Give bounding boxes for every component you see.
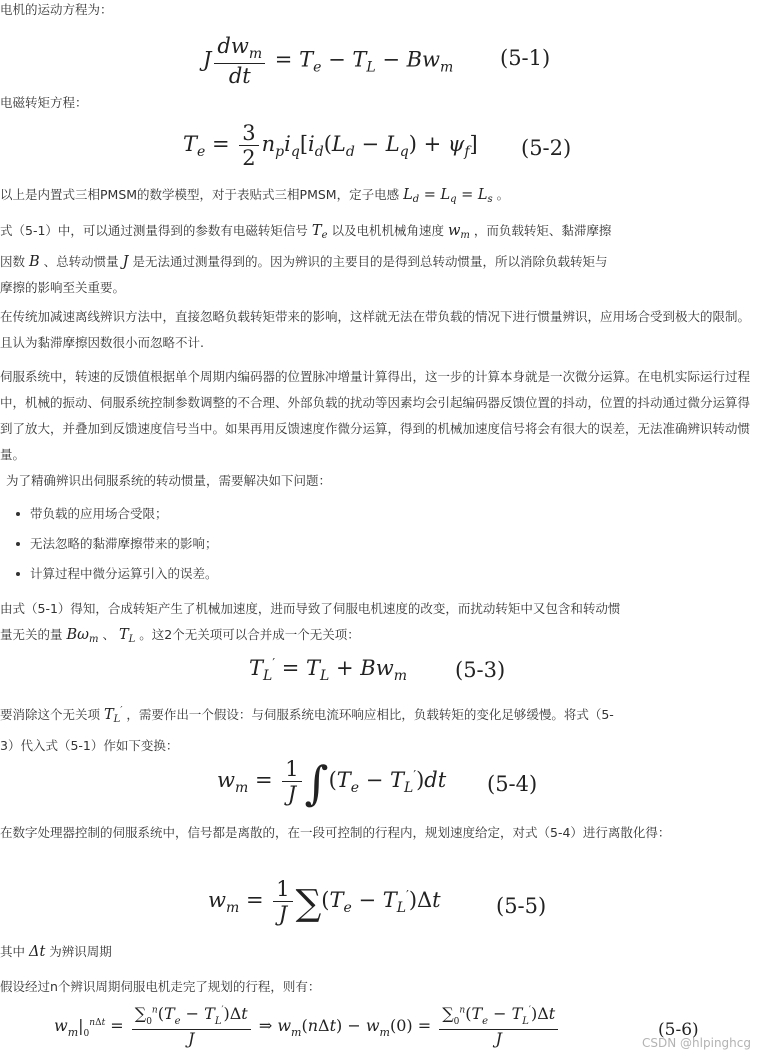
equation-5-5: $w_m$ = $\frac{1}{J}$ $\sum(T_e - T_L')\Delta t$ (5-5): [208, 877, 547, 927]
para-problems-intro: 为了精确辨识出伺服系统的转动惯量，需要解决如下问题：: [6, 473, 332, 488]
para-torque-equation-intro: 电磁转矩方程：: [0, 95, 88, 110]
para-surface-pmsm: 以上是内置式三相PMSM的数学模型，对于表贴式三相PMSM，定子电感 $L_d = L_q = L_s$ 。: [0, 187, 510, 205]
equation-5-3: $T_L' = T_L + Bw_m$ (5-3): [249, 656, 506, 684]
equation-number: (5-4): [487, 772, 538, 796]
equation-number: (5-2): [521, 136, 572, 160]
para-assumption: 要消除这个无关项 $T_L'$ ，需要作出一个假设：与伺服系统电流环响应相比，负载转矩的变化足够缓慢。将式（5- 3）代入式（5-1）作如下变换：: [0, 706, 614, 753]
equation-5-6: $w_m|_0^{n\Delta t}$ = $\frac{\sum_0^n(T_e - T_L')\Delta t}{J}$ ⇒ $w_m(n\Delta t) - w_m(0)$ = $\frac{\sum_0^n(T_e - T_L')\Delta t}{J}$ (5-6): [54, 1004, 699, 1048]
para-motion-equation-intro: 电机的运动方程为：: [0, 2, 113, 17]
para-traditional-method: 在传统加减速离线辨识方法中，直接忽略负载转矩带来的影响，这样就无法在带负载的情况下进行惯量辨识，应用场合受到极大的限制。且认为黏滞摩擦因数很小而忽略不计.: [0, 309, 751, 350]
equation-number: (5-3): [455, 658, 506, 682]
para-n-periods: 假设经过n个辨识周期伺服电机走完了规划的行程，则有：: [0, 979, 321, 994]
para-period: 其中 Δt 为辨识周期: [0, 944, 112, 960]
equation-number: (5-5): [496, 894, 547, 918]
para-servo-feedback: 伺服系统中，转速的反馈值根据单个周期内编码器的位置脉冲增量计算得出，这一步的计算本身就是一次微分运算。在电机实际运行过程中，机械的振动、伺服系统控制参数调整的不合理、外部负载的扰动等因素均会引起编码器反馈位置的抖动，位置的抖动通过微分运算得到了放大，并叠加到反馈速度信号当中。如果再用反馈速度作微分运算，得到的机械加速度信号将会有很大的误差，无法准确辨识转动惯量。: [0, 369, 751, 462]
equation-number: (5-1): [500, 46, 551, 70]
equation-number: (5-6): [658, 1020, 699, 1040]
para-disturbance-torque: 由式（5-1）得知，合成转矩产生了机械加速度，进而导致了伺服电机速度的改变，而扰动转矩中又包含和转动惯 量无关的量 $B\omega_m$ 、 $T_L$ 。这2个无关项可以合并成一个无关项：: [0, 601, 621, 645]
para-measurable-params: 式（5-1）中，可以通过测量得到的参数有电磁转矩信号 $T_e$ 以及电机机械角速度 $w_m$ ，而负载转矩、黏滞摩擦 因数 B 、总转动惯量 J 是无法通过测量得到的。因为辨识的主要目的是得到总转动惯量，所以消除负载转矩与 摩擦的影响至关重要。: [0, 223, 612, 295]
equation-5-2: $T_e$ = $\frac{3}{2}$ $n_pi_q[i_d(L_d - L_q) + \psi_f]$ (5-2): [183, 121, 572, 171]
csdn-watermark: CSDN @hlpinghcg: [642, 1036, 751, 1050]
para-discretization: 在数字处理器控制的伺服系统中，信号都是离散的，在一段可控制的行程内，规划速度给定，对式（5-4）进行离散化得：: [0, 825, 671, 840]
equation-5-1: J $\frac{dw_m}{dt}$ = $T_e - T_L - Bw_m$ (5-1): [203, 34, 551, 88]
equation-5-4: $w_m$ = $\frac{1}{J}$ $\int(T_e - T_L')dt$ (5-4): [217, 756, 538, 810]
